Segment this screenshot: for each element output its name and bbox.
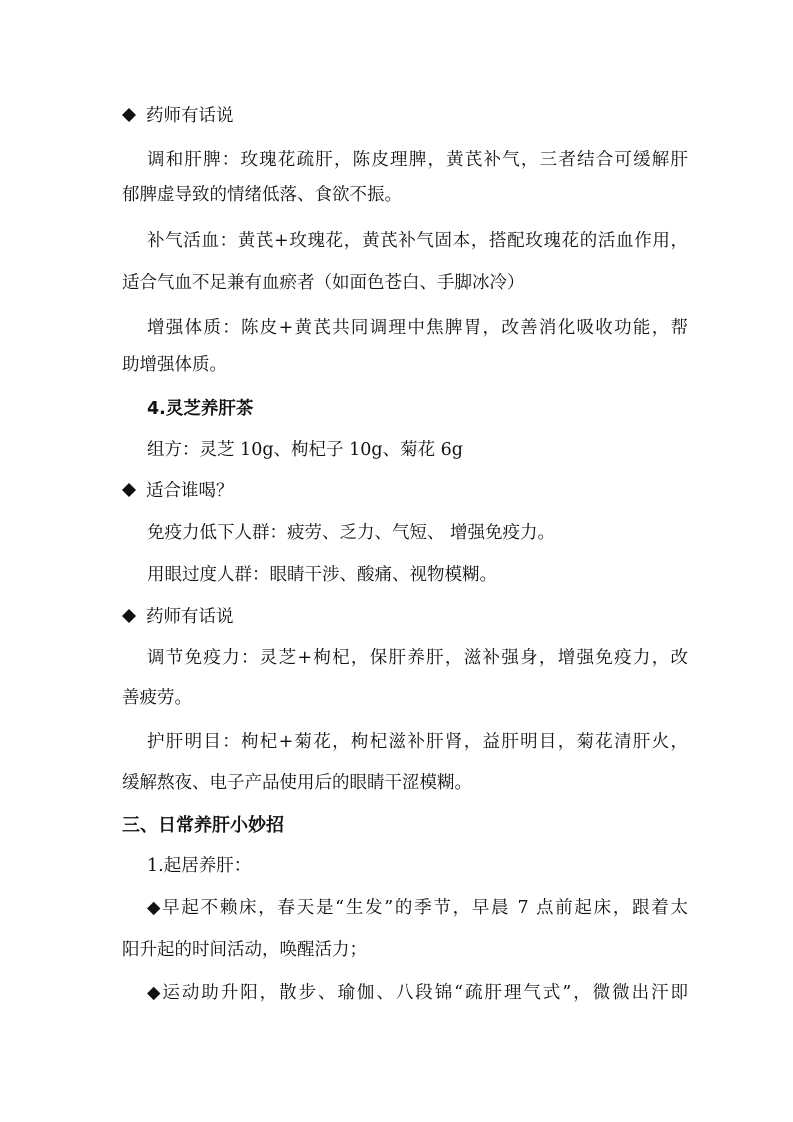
paragraph-line: 助增强体质。 bbox=[122, 355, 227, 375]
paragraph-line: ◆运动助升阳，散步、瑜伽、八段锦“疏肝理气式”，微微出汗即 bbox=[147, 983, 688, 1003]
paragraph-line: 缓解熬夜、电子产品使用后的眼睛干涩模糊。 bbox=[122, 773, 472, 793]
diamond-bullet-icon bbox=[122, 474, 146, 508]
paragraph-line: 善疲劳。 bbox=[122, 688, 192, 708]
sub-heading: 1.起居养肝： bbox=[147, 856, 252, 876]
diamond-bullet-icon bbox=[122, 99, 146, 133]
paragraph-line: 补气活血：黄芪+玫瑰花，黄芪补气固本，搭配玫瑰花的活血作用， bbox=[147, 231, 688, 251]
paragraph-line: ◆早起不赖床，春天是“生发”的季节，早晨 7 点前起床，跟着太 bbox=[147, 898, 688, 918]
paragraph-line: 免疫力低下人群：疲劳、乏力、气短、 增强免疫力。 bbox=[147, 523, 556, 543]
tea-title: 4.灵芝养肝茶 bbox=[147, 399, 254, 419]
section-title: 三、日常养肝小妙招 bbox=[122, 815, 284, 836]
paragraph-line: 郁脾虚导致的情绪低落、食欲不振。 bbox=[122, 185, 402, 205]
heading-text: 药师有话说 bbox=[146, 106, 234, 126]
recipe-line: 组方：灵芝 10g、枸杞子 10g、菊花 6g bbox=[147, 440, 463, 460]
section-heading bbox=[0, 600, 793, 634]
paragraph-line: 调和肝脾：玫瑰花疏肝，陈皮理脾，黄芪补气，三者结合可缓解肝 bbox=[147, 150, 688, 170]
paragraph-line: 阳升起的时间活动，唤醒活力； bbox=[122, 940, 367, 960]
heading-text: 适合谁喝？ bbox=[146, 481, 234, 501]
section-heading bbox=[0, 474, 793, 508]
paragraph-line: 适合气血不足兼有血瘀者（如面色苍白、手脚冰冷） bbox=[122, 273, 525, 293]
heading-text: 药师有话说 bbox=[146, 607, 234, 627]
diamond-bullet-icon bbox=[122, 600, 146, 634]
paragraph-line: 增强体质：陈皮+黄芪共同调理中焦脾胃，改善消化吸收功能，帮 bbox=[147, 318, 688, 338]
paragraph-line: 护肝明目：枸杞+菊花，枸杞滋补肝肾，益肝明目，菊花清肝火， bbox=[147, 732, 688, 752]
paragraph-line: 用眼过度人群：眼睛干涉、酸痛、视物模糊。 bbox=[147, 565, 497, 585]
section-heading bbox=[0, 99, 793, 133]
paragraph-line: 调节免疫力：灵芝+枸杞，保肝养肝，滋补强身，增强免疫力，改 bbox=[147, 648, 688, 668]
